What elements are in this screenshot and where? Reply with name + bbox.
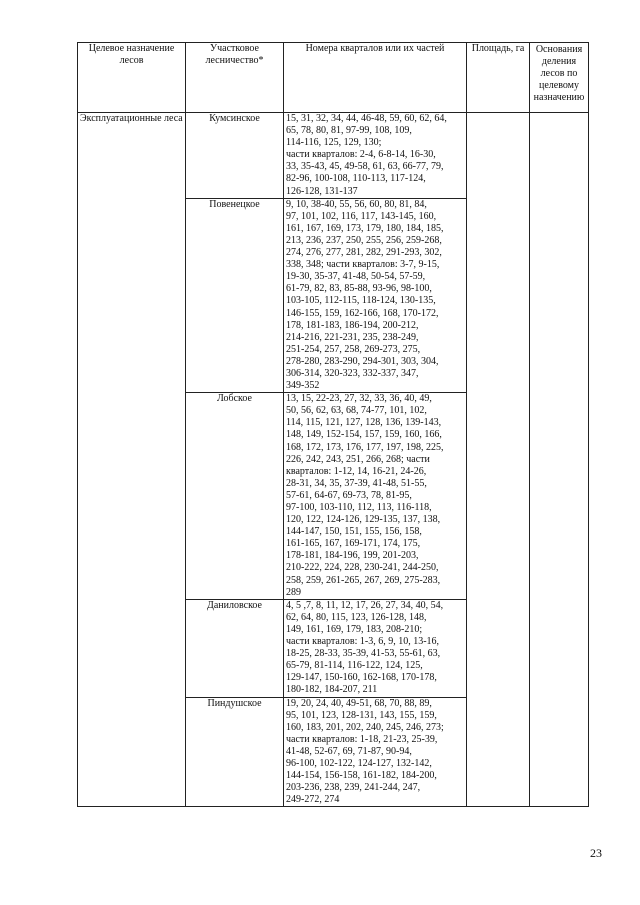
- blocks-cell: 4, 5 ,7, 8, 11, 12, 17, 26, 27, 34, 40, 54, 62, 64, 80, 115, 123, 126-128, 148, 149, 161, 169, 179, 183, 208-210; части кварталов: 1-3, 6, 9, 10, 13-16, 18-25, 28-33, 35-39, 41-53, 55-61, 63, 65-79, 81-114, 116-122, 124, 125, 129-147, 150-160, 162-168, 170-178, 180-182, 184-207, 211: [284, 599, 467, 697]
- basis-cell: [530, 113, 589, 807]
- purpose-cell: Эксплуатационные леса: [78, 113, 186, 807]
- blocks-cell: 9, 10, 38-40, 55, 56, 60, 80, 81, 84, 97, 101, 102, 116, 117, 143-145, 160, 161, 167, 169, 173, 179, 180, 184, 185, 213, 236, 237, 250, 255, 256, 259-268, 274, 276, 277, 281, 282, 291-293, 302, 338, 348; части кварталов: 3-7, 9-15, 19-30, 35-37, 41-48, 50-54, 57-59, 61-79, 82, 83, 85-88, 93-96, 98-100, 103-105, 112-115, 118-124, 130-135, 146-155, 159, 162-166, 168, 170-172, 178, 181-183, 186-194, 200-212, 214-216, 221-231, 235, 238-249, 251-254, 257, 258, 269-273, 275, 278-280, 283-290, 294-301, 303, 304, 306-314, 320-323, 332-337, 347, 349-352: [284, 198, 467, 393]
- header-blocks: Номера кварталов или их частей: [284, 43, 467, 113]
- table-row: [78, 113, 589, 199]
- district-cell: Даниловское: [186, 599, 284, 697]
- blocks-cell: 19, 20, 24, 40, 49-51, 68, 70, 88, 89, 95, 101, 123, 128-131, 143, 155, 159, 160, 183, 201, 202, 240, 245, 246, 273; части кварталов: 1-18, 21-23, 25-39, 41-48, 52-67, 69, 71-87, 90-94, 96-100, 102-122, 124-127, 132-142, 144-154, 156-158, 161-182, 184-200, 203-236, 238, 239, 241-244, 247, 249-272, 274: [284, 697, 467, 807]
- header-district: Участковое лесничество*: [186, 43, 284, 113]
- blocks-cell: 13, 15, 22-23, 27, 32, 33, 36, 40, 49, 50, 56, 62, 63, 68, 74-77, 101, 102, 114, 115, 121, 127, 128, 136, 139-143, 148, 149, 152-154, 157, 159, 160, 166, 168, 172, 173, 176, 177, 197, 198, 225, 226, 242, 243, 251, 266, 268; части кварталов: 1-12, 14, 16-21, 24-26, 28-31, 34, 35, 37-39, 41-48, 51-55, 57-61, 64-67, 69-73, 78, 81-95, 97-100, 103-110, 112, 113, 116-118, 120, 122, 124-126, 129-135, 137, 138, 144-147, 150, 151, 155, 156, 158, 161-165, 167, 169-171, 174, 175, 178-181, 184-196, 199, 201-203, 210-222, 224, 228, 230-241, 244-250, 258, 259, 261-265, 267, 269, 275-283, 289: [284, 393, 467, 600]
- district-cell: Лобское: [186, 393, 284, 600]
- district-cell: Повенецкое: [186, 198, 284, 393]
- header-basis: Основания деления лесов по целевому назначению: [530, 43, 589, 113]
- district-cell: Кумсинское: [186, 113, 284, 199]
- blocks-cell: 15, 31, 32, 34, 44, 46-48, 59, 60, 62, 64, 65, 78, 80, 81, 97-99, 108, 109, 114-116, 125, 129, 130; части кварталов: 2-4, 6-8-14, 16-30, 33, 35-43, 45, 49-58, 61, 63, 66-77, 79, 82-96, 100-108, 110-113, 117-124, 126-128, 131-137: [284, 113, 467, 199]
- table-header-row: [78, 43, 589, 113]
- district-cell: Пиндушское: [186, 697, 284, 807]
- page-number: 23: [590, 846, 602, 860]
- header-purpose: Целевое назначение лесов: [78, 43, 186, 113]
- area-cell: [467, 113, 530, 807]
- header-area: Площадь, га: [467, 43, 530, 113]
- forest-zoning-table: [77, 42, 589, 807]
